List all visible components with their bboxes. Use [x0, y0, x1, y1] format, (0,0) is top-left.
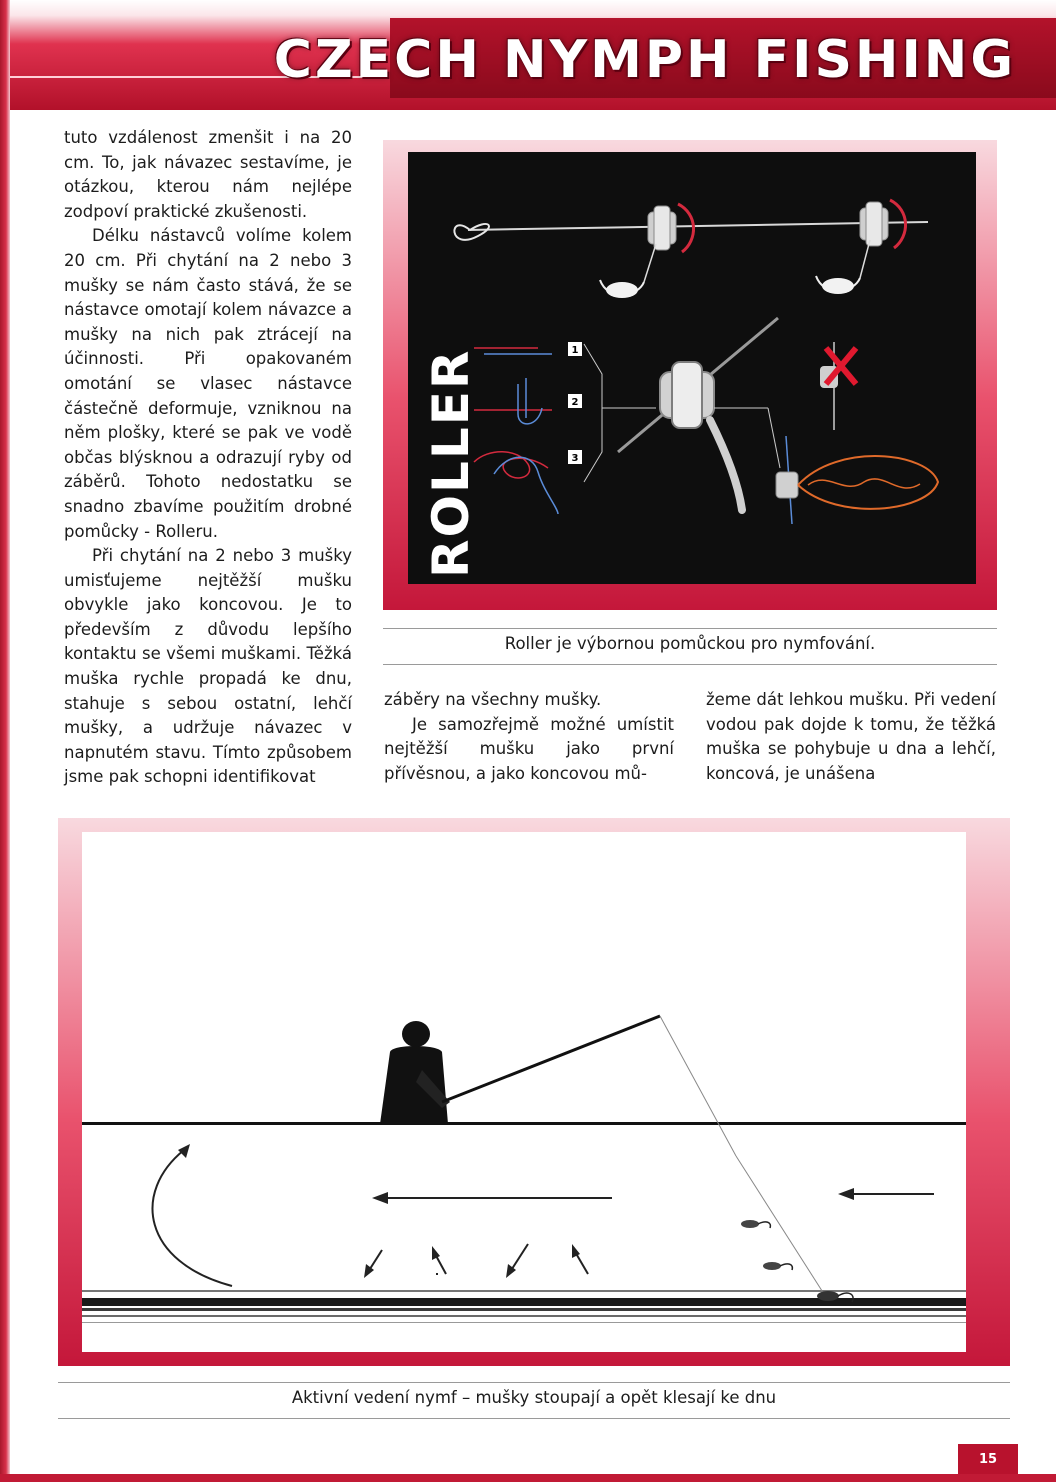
roller-caption: Roller je výbornou pomůckou pro nymfování. — [504, 634, 876, 653]
caption-rule-bottom — [58, 1418, 1010, 1419]
paragraph: Délku nástavců volíme kolem 20 cm. Při chytání na 2 nebo 3 mušky se nám často stává, že se nástavce omotají kolem návazce a mušky na nich pak ztrácejí na účinnosti. Při opakovaném omotání se vlasec nástavce částečně deformuje, vzniknou na něm plošky, které se pak ve vodě občas blýsknou a odrazují ryby od záběrů. Tohoto nedostatku se snadno zbavíme použitím drobné pomůcky - Rolleru. — [64, 226, 352, 541]
text-column-1 — [64, 126, 352, 790]
paragraph: Při chytání na 2 nebo 3 mušky umisťujeme nejtěžší mušku obvykle jako koncovou. Je to především z důvodu lepšího kontaktu se všemi muškami. Těžká muška rychle propadá ke dnu, stahuje s sebou ostatní, lehčí mušky, a udržuje návazec v napnutém stavu. Tímto způsobem jsme pak schopni identifikovat — [64, 546, 352, 787]
leader-line — [468, 222, 928, 230]
caption-rule-bottom — [383, 664, 997, 665]
text-column-3 — [706, 688, 996, 786]
page-number: 15 — [958, 1444, 1018, 1474]
step-badge-1 — [568, 342, 582, 356]
paragraph: Je samozřejmě možné umístit nejtěžší mušku jako první přívěsnou, a jako koncovou mů- — [384, 714, 674, 783]
knot-step-3 — [474, 452, 558, 514]
roller-swivel-icon — [776, 436, 938, 524]
knot-step-2 — [474, 378, 552, 424]
knot-step-1 — [474, 348, 552, 354]
roller-swivel-icon — [860, 200, 906, 248]
svg-text:2: 2 — [571, 397, 579, 408]
down-arrow-icon — [364, 1250, 382, 1278]
fishing-line — [660, 1016, 736, 1156]
current-arrow-icon — [372, 1192, 612, 1204]
up-arrow-icon — [432, 1246, 446, 1274]
caption-rule-top — [383, 628, 997, 629]
angler-silhouette — [380, 1021, 450, 1124]
svg-text:3: 3 — [571, 453, 579, 464]
paragraph: záběry na všechny mušky. — [384, 690, 602, 709]
current-arrow-icon — [838, 1188, 934, 1200]
fishing-rod — [442, 1016, 660, 1102]
step-badge-2 — [568, 394, 582, 408]
fly-hook-icon — [816, 276, 860, 294]
nymph-illustration — [82, 832, 966, 1352]
dropper-line — [644, 244, 656, 282]
nymph-caption: Aktivní vedení nymf – mušky stoupají a opět klesají ke dnu — [291, 1388, 777, 1407]
paragraph: tuto vzdálenost zmenšit i na 20 cm. To, jak návazec sestavíme, je otázkou, kterou nám nejlépe zodpoví praktické zkušenosti. — [64, 128, 352, 221]
pointer-line — [768, 408, 780, 468]
bracket — [584, 344, 602, 482]
down-arrow-icon — [506, 1244, 528, 1278]
svg-text:1: 1 — [571, 345, 579, 356]
page-bottom-bar — [0, 1474, 1056, 1482]
curved-arrow-icon — [153, 1144, 232, 1286]
paragraph: žeme dát lehkou mušku. Při vedení vodou pak dojde k tomu, že těžká muška se pohybuje u dna a lehčí, koncová, je unášena — [706, 690, 996, 783]
dropper-line — [860, 240, 870, 278]
loop-knot-icon — [454, 224, 489, 240]
page-title: CZECH NYMPH FISHING — [273, 30, 1016, 90]
caption-rule-top — [58, 1382, 1010, 1383]
step-badge-3 — [568, 450, 582, 464]
nymph-figure — [82, 832, 966, 1352]
page-edge — [0, 0, 10, 1482]
text-column-2 — [384, 688, 674, 786]
roller-illustration — [408, 152, 976, 584]
roller-figure — [408, 152, 976, 584]
roller-swivel-icon — [648, 204, 694, 252]
fly-hook-icon — [600, 280, 644, 298]
fly-hook-icon — [741, 1220, 770, 1228]
fly-hook-icon — [763, 1262, 792, 1270]
water-surface — [82, 1122, 966, 1125]
closeup-dropper — [710, 420, 742, 510]
cross-mark-icon — [820, 342, 856, 430]
up-arrow-icon — [572, 1244, 588, 1274]
roller-swivel-icon — [660, 362, 714, 428]
roller-side-label: ROLLER — [422, 348, 480, 578]
